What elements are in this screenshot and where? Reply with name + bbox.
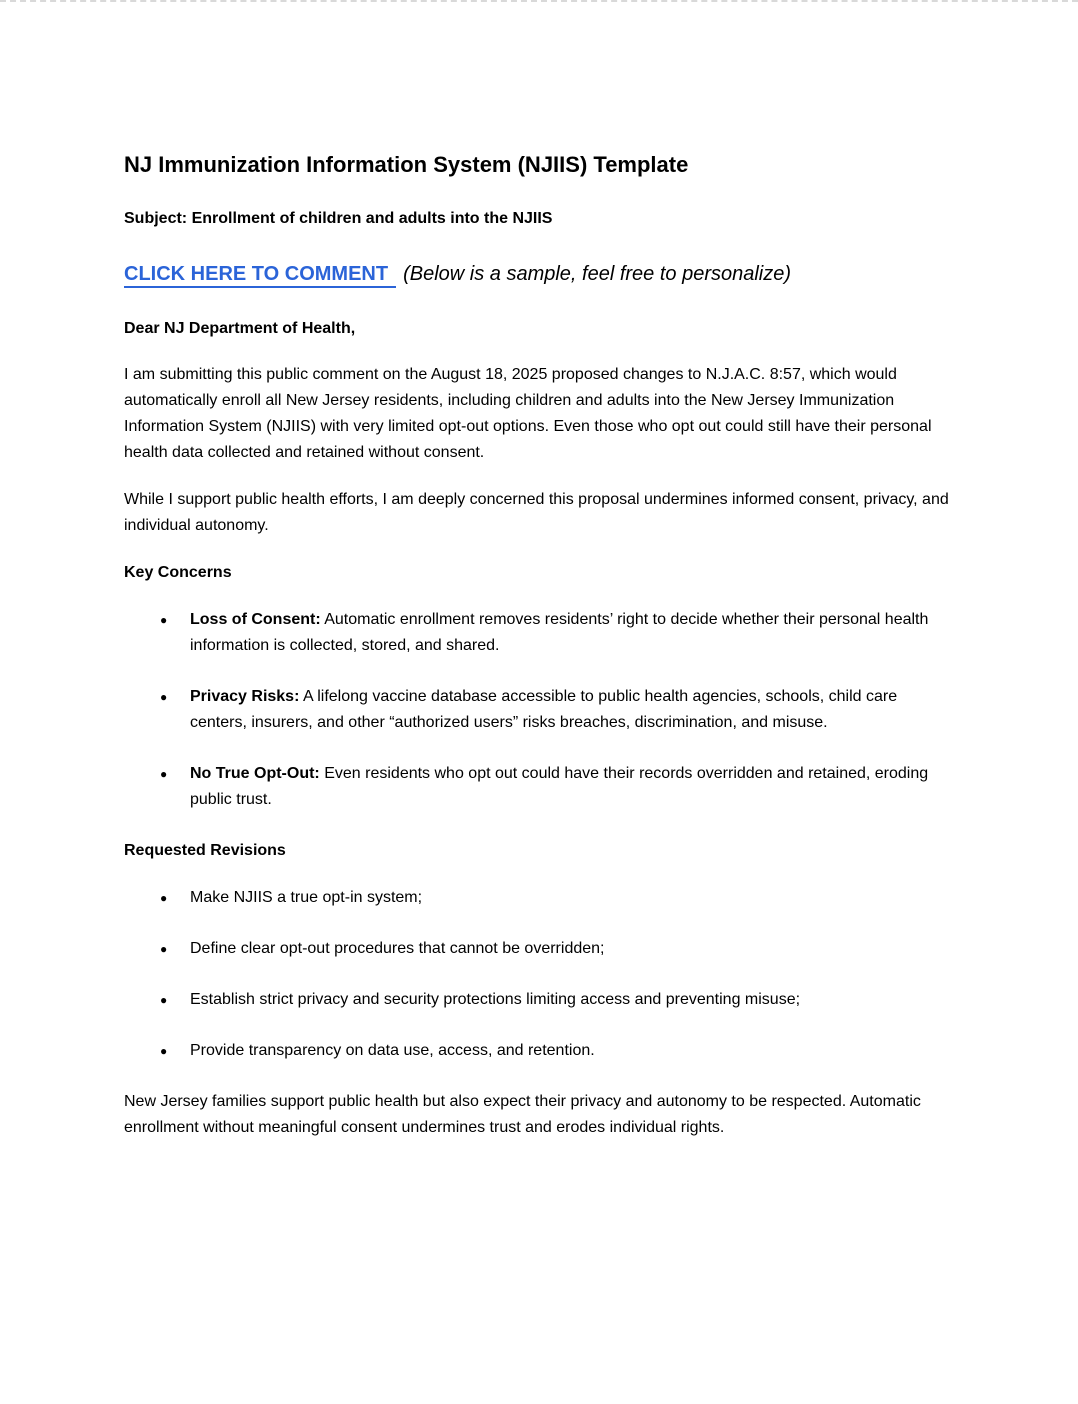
list-item-text: Even residents who opt out could have their records overridden and retained, eroding public trust.: [190, 765, 929, 808]
bullet-icon: ●: [160, 767, 168, 781]
list-item: [124, 684, 954, 736]
comment-note: (Below is a sample, feel free to personalize): [403, 263, 792, 285]
subject-line: Subject: Enrollment of children and adults into the NJIIS: [124, 210, 553, 227]
bullet-icon: ●: [160, 891, 168, 905]
bullet-icon: ●: [160, 993, 168, 1007]
list-item-text: Provide transparency on data use, access, and retention.: [190, 1042, 595, 1059]
list-item-lead: No True Opt-Out:: [190, 765, 320, 782]
bullet-icon: ●: [160, 942, 168, 956]
list-item: [124, 761, 954, 813]
list-item-lead: Loss of Consent:: [190, 611, 321, 628]
list-item-lead: Privacy Risks:: [190, 688, 300, 705]
intro-paragraph: I am submitting this public comment on the August 18, 2025 proposed changes to N.J.A.C. 8:57, which would automatically enroll all New Jersey residents, including children and adults into the New Jersey Immunization Information System (NJIIS) with very limited opt-out options. Even those who opt out could still have their personal health data collected and retained without consent.: [124, 366, 932, 461]
bullet-icon: ●: [160, 1044, 168, 1058]
page-break-divider: [0, 0, 1078, 2]
key-concerns-heading: Key Concerns: [124, 564, 232, 581]
closing-paragraph: New Jersey families support public health but also expect their privacy and autonomy to be respected. Automatic enrollment without meaningful consent undermines trust and erodes individual rights.: [124, 1093, 921, 1136]
bullet-icon: ●: [160, 613, 168, 627]
list-item: [124, 607, 954, 659]
list-item: [124, 936, 954, 962]
list-item: [124, 885, 954, 911]
list-item-text: Establish strict privacy and security protections limiting access and preventing misuse;: [190, 991, 801, 1008]
support-paragraph: While I support public health efforts, I am deeply concerned this proposal undermines informed consent, privacy, and individual autonomy.: [124, 491, 949, 534]
requested-revisions-list: [124, 885, 954, 1064]
list-item-text: Define clear opt-out procedures that cannot be overridden;: [190, 940, 605, 957]
list-item: [124, 987, 954, 1013]
comment-link-line: [124, 260, 954, 288]
page-title: NJ Immunization Information System (NJIIS) Template: [124, 152, 689, 177]
list-item-text: Automatic enrollment removes residents’ right to decide whether their personal health information is collected, stored, and shared.: [190, 611, 929, 654]
key-concerns-list: [124, 607, 954, 813]
list-item-text: Make NJIIS a true opt-in system;: [190, 889, 423, 906]
list-item: [124, 1038, 954, 1064]
requested-revisions-heading: Requested Revisions: [124, 842, 286, 859]
salutation: Dear NJ Department of Health,: [124, 320, 356, 337]
bullet-icon: ●: [160, 690, 168, 704]
comment-link[interactable]: CLICK HERE TO COMMENT: [124, 263, 396, 288]
list-item-text: A lifelong vaccine database accessible to public health agencies, schools, child care centers, insurers, and other “authorized users” risks breaches, discrimination, and misuse.: [190, 688, 898, 731]
